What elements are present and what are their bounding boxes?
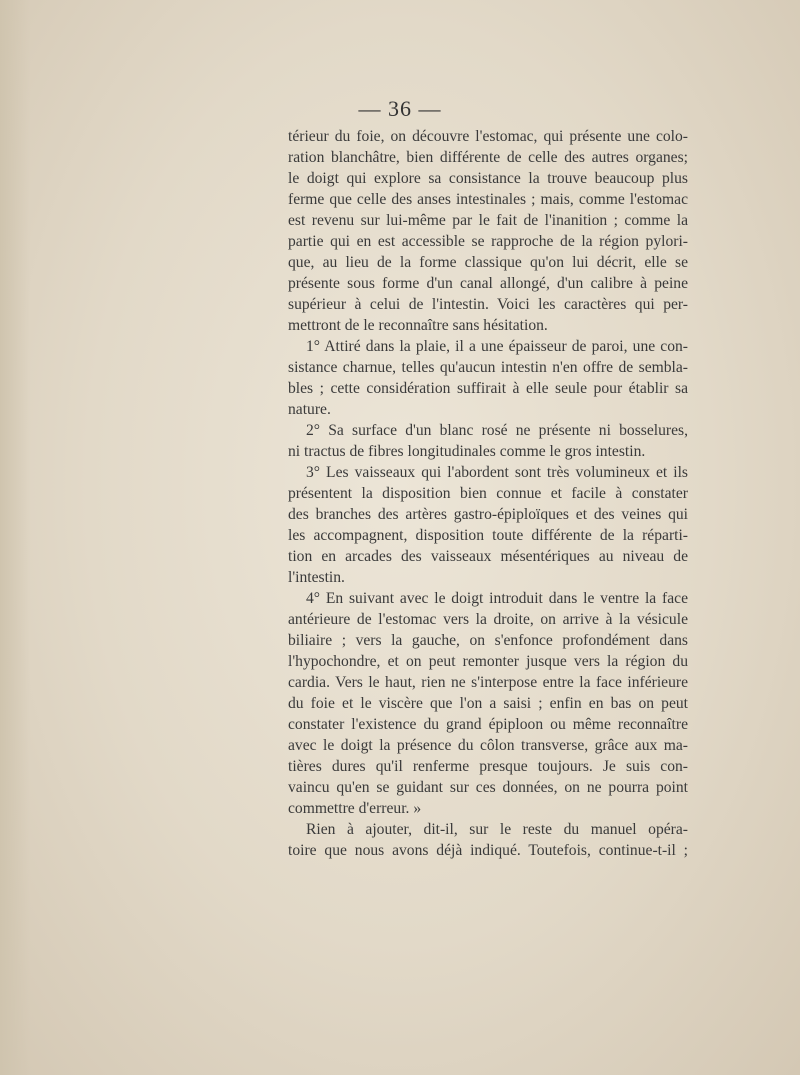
page-number: — 36 —: [358, 96, 442, 121]
text-line: les accompagnent, disposition toute différente de la réparti-: [288, 527, 688, 544]
text-line: toire que nous avons déjà indiqué. Toutefois, continue-t-il ;: [288, 842, 688, 859]
text-line: ferme que celle des anses intestinales ; mais, comme l'estomac: [288, 191, 688, 208]
text-line: des branches des artères gastro-épiploïques et des veines qui: [288, 506, 688, 523]
text-line: tières dures qu'il renferme presque toujours. Je suis con-: [288, 758, 688, 775]
text-line: ni tractus de fibres longitudinales comme le gros intestin.: [288, 443, 646, 460]
text-line: présentent la disposition bien connue et facile à constater: [288, 485, 688, 502]
text-line: 3° Les vaisseaux qui l'abordent sont très volumineux et ils: [306, 464, 688, 481]
text-line: du foie et le viscère que l'on a saisi ; enfin en bas on peut: [288, 695, 688, 712]
text-line: l'hypochondre, et on peut remonter jusque vers la région du: [288, 653, 688, 670]
text-line: avec le doigt la présence du côlon transverse, grâce aux ma-: [288, 737, 688, 754]
text-line: partie qui en est accessible se rapproche de la région pylori-: [288, 233, 688, 250]
body-text: [288, 126, 688, 861]
text-line: constater l'existence du grand épiploon ou même reconnaître: [288, 716, 688, 733]
text-line: 2° Sa surface d'un blanc rosé ne présente ni bosselures,: [306, 422, 688, 439]
text-line: Rien à ajouter, dit-il, sur le reste du manuel opéra-: [306, 821, 688, 838]
text-line: mettront de le reconnaître sans hésitation.: [288, 317, 548, 334]
text-line: est revenu sur lui-même par le fait de l'inanition ; comme la: [288, 212, 688, 229]
text-line: tion en arcades des vaisseaux mésentériques au niveau de: [288, 548, 688, 565]
text-line: 1° Attiré dans la plaie, il a une épaisseur de paroi, une con-: [306, 338, 688, 355]
text-line: présente sous forme d'un canal allongé, d'un calibre à peine: [288, 275, 688, 292]
text-line: que, au lieu de la forme classique qu'on lui décrit, elle se: [288, 254, 688, 271]
text-line: supérieur à celui de l'intestin. Voici les caractères qui per-: [288, 296, 688, 313]
text-line: biliaire ; vers la gauche, on s'enfonce profondément dans: [288, 632, 688, 649]
text-line: nature.: [288, 401, 331, 418]
text-line: cardia. Vers le haut, rien ne s'interpose entre la face inférieure: [288, 674, 688, 691]
text-line: l'intestin.: [288, 569, 345, 586]
text-line: ration blanchâtre, bien différente de celle des autres organes;: [288, 149, 688, 166]
text-line: térieur du foie, on découvre l'estomac, qui présente une colo-: [288, 128, 688, 145]
page-spine-shadow: [0, 0, 30, 1075]
text-line: 4° En suivant avec le doigt introduit dans le ventre la face: [306, 590, 688, 607]
text-line: antérieure de l'estomac vers la droite, on arrive à la vésicule: [288, 611, 688, 628]
text-line: sistance charnue, telles qu'aucun intestin n'en offre de sembla-: [288, 359, 688, 376]
text-line: le doigt qui explore sa consistance la trouve beaucoup plus: [288, 170, 688, 187]
text-line: bles ; cette considération suffirait à elle seule pour établir sa: [288, 380, 688, 397]
text-line: vaincu qu'en se guidant sur ces données, on ne pourra point: [288, 779, 688, 796]
text-line: commettre d'erreur. »: [288, 800, 422, 817]
